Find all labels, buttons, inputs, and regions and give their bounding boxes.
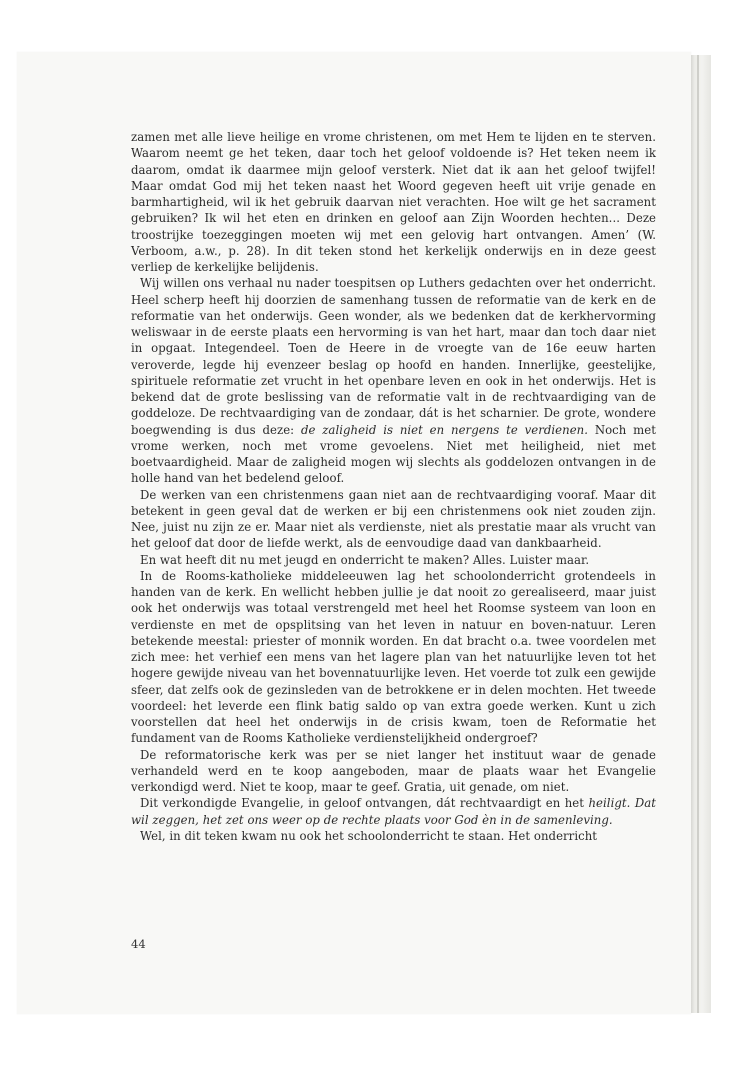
paragraph bbox=[131, 487, 656, 552]
paragraph bbox=[131, 828, 656, 844]
paragraph bbox=[131, 275, 656, 486]
text-run: In de Rooms-katholieke middeleeuwen lag het schoolonderricht grotendeels in handen van de kerk. En wellicht hebben jullie je dat nooit zo gerealiseerd, maar juist ook het onderwijs was totaal verstrengeld met heel het Roomse systeem van loon en verdienste en met de opsplitsing van het leven in natuur en boven-natuur. Leren betekende meestal: priester of monnik worden. En dat bracht o.a. twee voordelen met zich mee: het verhief een mens van het lagere plan van het natuurlijke leven tot het hogere gewijde niveau van het bovennatuurlijke leven. Het voerde tot zulk een gewijde sfeer, dat zelfs ook de gezinsleden van de betrokkene er in delen mochten. Het tweede voordeel: het leverde een flink batig saldo op van extra goede werken. Kunt u zich voorstellen dat heel het onderwijs in de crisis kwam, toen de Reformatie het fundament van de Rooms Katholieke verdienstelijkheid ondergroef? bbox=[131, 568, 656, 746]
paragraph bbox=[131, 568, 656, 747]
text-run: zamen met alle lieve heilige en vrome christenen, om met Hem te lijden en te sterven. Waarom neemt ge het teken, daar toch het geloof voldoende is? Het teken neem ik daarom, omdat ik daarmee mijn geloof versterk. Niet dat ik aan het geloof twijfel! Maar omdat God mij het teken naast het Woord gegeven heeft uit vrije genade en barmhartigheid, wil ik het gebruik daarvan niet verachten. Hoe wilt ge het sacrament gebruiken? Ik wil het eten en drinken en geloof aan Zijn Woorden hechten... Deze troostrijke toezeggingen moeten wij met een gelovig hart ontvangen. Amen’ (W. Verboom, a.w., p. 28). In dit teken stond het kerkelijk onderwijs en in deze geest verliep de kerkelijke belijdenis. bbox=[131, 130, 656, 274]
paragraph bbox=[131, 795, 656, 828]
text-run: Dit verkondigde Evangelie, in geloof ontvangen, dát rechtvaardigt en het bbox=[140, 796, 589, 811]
text-run: De werken van een christenmens gaan niet aan de rechtvaardiging vooraf. Maar dit betekent in geen geval dat de werken er bij een christenmens ook niet zouden zijn. Nee, juist nu zijn ze er. Maar niet als verdienste, niet als prestatie maar als vrucht van het geloof dat door de liefde werkt, als de eenvoudige daad van dankbaarheid. bbox=[131, 487, 656, 551]
paragraph bbox=[131, 129, 656, 275]
page-edge-stack bbox=[691, 55, 711, 1013]
text-run: Wel, in dit teken kwam nu ook het schoolonderricht te staan. Het onderricht bbox=[140, 828, 598, 843]
body-text bbox=[131, 129, 656, 844]
text-run: Wij willen ons verhaal nu nader toespitsen op Luthers gedachten over het onderricht. Heel scherp heeft hij doorzien de samenhang tussen de reformatie van de kerk en de reformatie van het onderwijs. Geen wonder, als we bedenken dat de kerkhervorming weliswaar in de eerste plaats een hervorming is van het hart, maar dan toch daar niet in opgaat. Integendeel. Toen de Heere in de vroegte van de 16e eeuw harten veroverde, legde hij evenzeer beslag op hoofd en handen. Innerlijke, geestelijke, spirituele reformatie zet vrucht in het openbare leven en ook in het onderwijs. Het is bekend dat de grote beslissing van de reformatie valt in de rechtvaardiging van de goddeloze. De rechtvaardiging van de zondaar, dát is het scharnier. De grote, wondere boegwending is dus deze: bbox=[131, 276, 656, 437]
paragraph bbox=[131, 747, 656, 796]
page-edge-line bbox=[697, 55, 699, 1013]
text-run: En wat heeft dit nu met jeugd en onderricht te maken? Alles. Luister maar. bbox=[140, 552, 590, 567]
italic-text-run: heiligt. Dat wil zeggen, het zet ons weer op de rechte plaats voor God èn in de samenleving. bbox=[131, 796, 657, 827]
page-number: 44 bbox=[131, 937, 146, 951]
text-run: Noch met vrome werken, noch met vrome gevoelens. Niet met heiligheid, niet met boetvaardigheid. Maar de zaligheid mogen wij slechts als goddelozen ontvangen in de holle hand van het bedelend geloof. bbox=[131, 422, 656, 486]
italic-text-run: de zaligheid is niet en nergens te verdienen. bbox=[300, 422, 589, 437]
text-run: De reformatorische kerk was per se niet langer het instituut waar de genade verhandeld werd en te koop aangeboden, maar de plaats waar het Evangelie verkondigd werd. Niet te koop, maar te geef. Gratia, uit genade, om niet. bbox=[131, 747, 656, 794]
paragraph bbox=[131, 552, 656, 568]
